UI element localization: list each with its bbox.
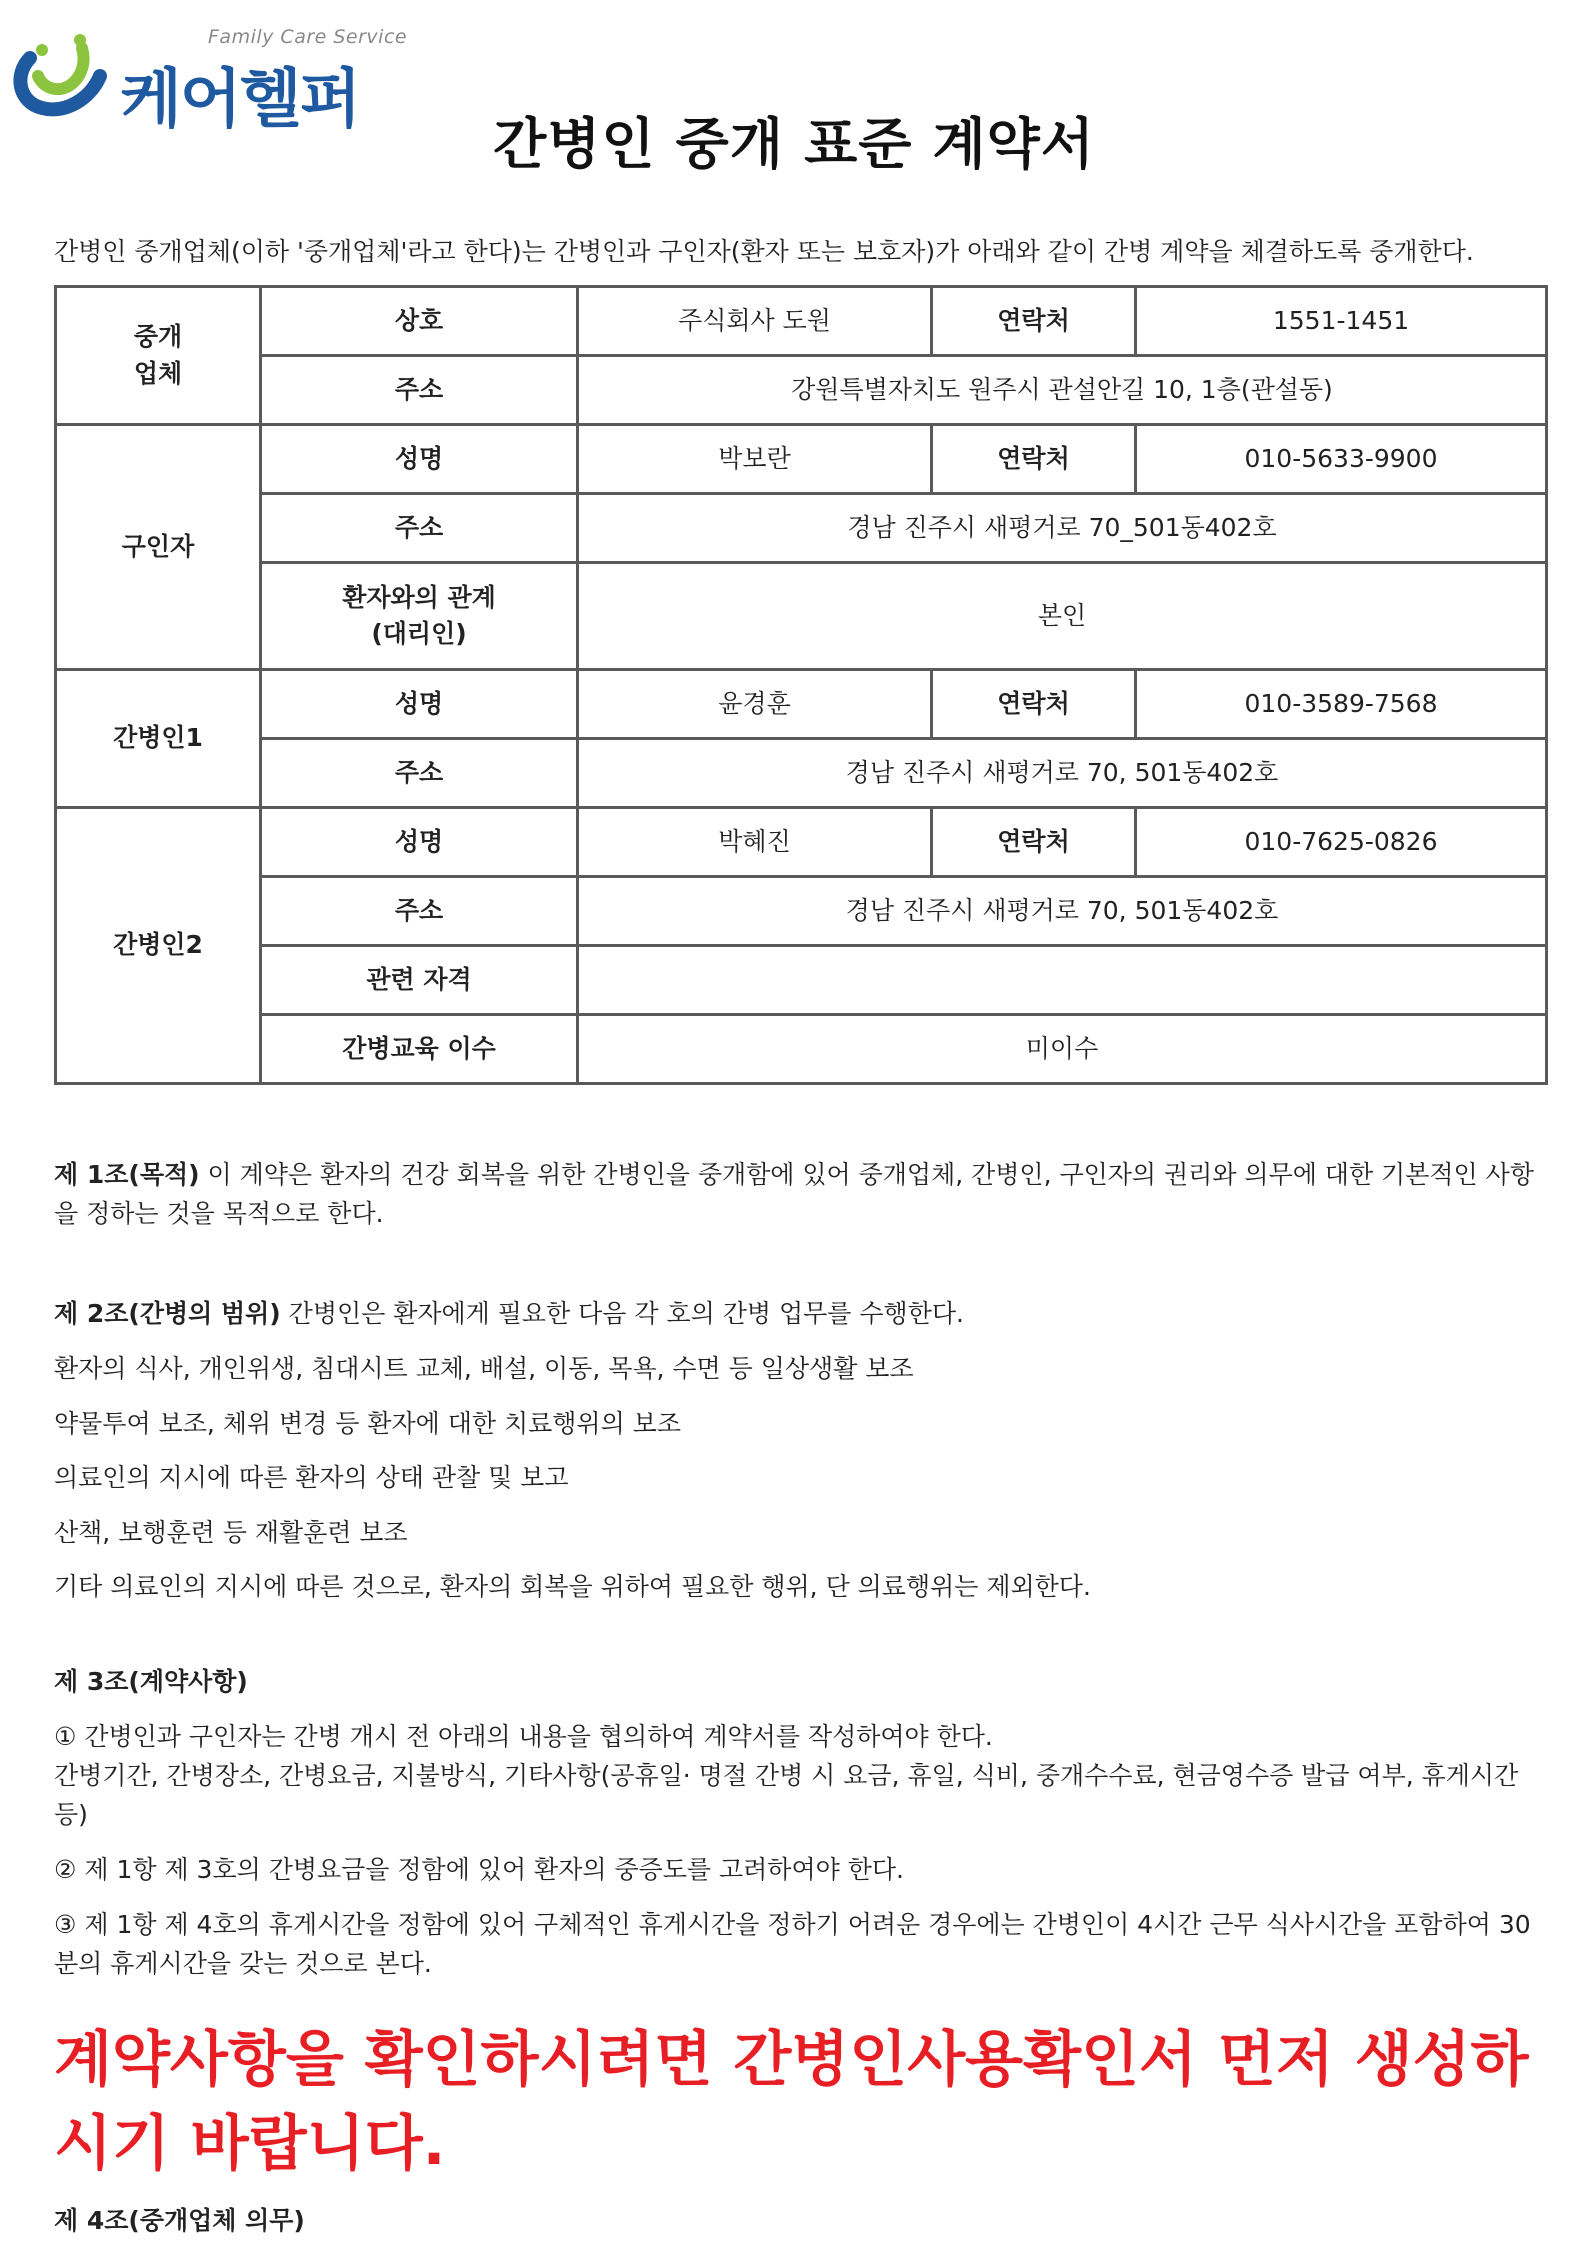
table-row bbox=[56, 563, 1547, 670]
client-name-value: 박보란 bbox=[578, 425, 932, 494]
caregiver2-contact-label: 연락처 bbox=[932, 808, 1136, 877]
table-row bbox=[56, 494, 1547, 563]
article-4-heading bbox=[54, 2202, 1534, 2241]
article-3-heading bbox=[54, 1663, 1534, 1702]
contract-party-table bbox=[54, 285, 1548, 1085]
table-row bbox=[56, 877, 1547, 946]
article-2-heading: 제 2조(간병의 범위) bbox=[54, 1299, 281, 1328]
caregiver1-group-label: 간병인1 bbox=[56, 670, 261, 808]
table-row bbox=[56, 287, 1547, 356]
article-2 bbox=[54, 1295, 1534, 1334]
client-name-label: 성명 bbox=[261, 425, 578, 494]
client-contact-label: 연락처 bbox=[932, 425, 1136, 494]
logo-tagline: Family Care Service bbox=[208, 26, 408, 48]
table-row bbox=[56, 808, 1547, 877]
caregiver2-education-label: 간병교육 이수 bbox=[261, 1015, 578, 1084]
list-item: 기타 의료인의 지시에 따른 것으로, 환자의 회복을 위하여 필요한 행위, 단 의료행위는 제외한다. bbox=[54, 1572, 1091, 1601]
caregiver2-group-label: 간병인2 bbox=[56, 808, 261, 1084]
client-relation-label: 환자와의 관계 (대리인) bbox=[261, 563, 578, 670]
table-row bbox=[56, 425, 1547, 494]
agency-group-label: 중개 업체 bbox=[56, 287, 261, 425]
table-row bbox=[56, 739, 1547, 808]
agency-contact-label: 연락처 bbox=[932, 287, 1136, 356]
article-3-paragraph-2: ② 제 1항 제 3호의 간병요금을 정함에 있어 환자의 중증도를 고려하여야 한다. bbox=[54, 1855, 904, 1884]
client-contact-value: 010-5633-9900 bbox=[1136, 425, 1547, 494]
article-3-paragraph-1 bbox=[54, 1718, 1534, 1834]
agency-company-value: 주식회사 도원 bbox=[578, 287, 932, 356]
client-address-label: 주소 bbox=[261, 494, 578, 563]
list-item: 의료인의 지시에 따른 환자의 상태 관찰 및 보고 bbox=[54, 1463, 569, 1492]
logo-name: 케어헬퍼 bbox=[120, 63, 360, 137]
caregiver1-name-value: 윤경훈 bbox=[578, 670, 932, 739]
caregiver2-name-label: 성명 bbox=[261, 808, 578, 877]
article-3-paragraph-1-line-1: ① 간병인과 구인자는 간병 개시 전 아래의 내용을 협의하여 계약서를 작성하여야 한다. bbox=[54, 1722, 993, 1751]
caregiver1-contact-value: 010-3589-7568 bbox=[1136, 670, 1547, 739]
client-group-label: 구인자 bbox=[56, 425, 261, 670]
agency-address-value: 강원특별자치도 원주시 관설안길 10, 1층(관설동) bbox=[578, 356, 1547, 425]
caregiver2-education-value: 미이수 bbox=[578, 1015, 1547, 1084]
list-item: 약물투여 보조, 체위 변경 등 환자에 대한 치료행위의 보조 bbox=[54, 1409, 681, 1438]
table-row bbox=[56, 946, 1547, 1015]
caregiver2-qualification-value bbox=[578, 946, 1547, 1015]
article-2-text: 간병인은 환자에게 필요한 다음 각 호의 간병 업무를 수행한다. bbox=[280, 1299, 964, 1328]
table-row bbox=[56, 670, 1547, 739]
client-relation-value: 본인 bbox=[578, 563, 1547, 670]
document-title: 간병인 중개 표준 계약서 bbox=[493, 112, 1095, 176]
list-item: 환자의 식사, 개인위생, 침대시트 교체, 배설, 이동, 목욕, 수면 등 일상생활 보조 bbox=[54, 1354, 914, 1383]
article-3-paragraph-3: ③ 제 1항 제 4호의 휴게시간을 정함에 있어 구체적인 휴게시간을 정하기 어려운 경우에는 간병인이 4시간 근무 식사시간을 포함하여 30분의 휴게시간을 갖는 것으로 본다. bbox=[54, 1910, 1531, 1978]
caregiver1-address-label: 주소 bbox=[261, 739, 578, 808]
article-1-heading: 제 1조(목적) bbox=[54, 1160, 200, 1189]
caregiver2-qualification-label: 관련 자격 bbox=[261, 946, 578, 1015]
caregiver2-name-value: 박혜진 bbox=[578, 808, 932, 877]
caregiver1-address-value: 경남 진주시 새평거로 70, 501동402호 bbox=[578, 739, 1547, 808]
caregiver1-name-label: 성명 bbox=[261, 670, 578, 739]
table-row bbox=[56, 1015, 1547, 1084]
caregiver2-address-value: 경남 진주시 새평거로 70, 501동402호 bbox=[578, 877, 1547, 946]
caregiver2-contact-value: 010-7625-0826 bbox=[1136, 808, 1547, 877]
caregiver2-address-label: 주소 bbox=[261, 877, 578, 946]
article-3-heading-text: 제 3조(계약사항) bbox=[54, 1667, 248, 1696]
article-1 bbox=[54, 1156, 1534, 1234]
agency-company-label: 상호 bbox=[261, 287, 578, 356]
agency-address-label: 주소 bbox=[261, 356, 578, 425]
intro-text: 간병인 중개업체(이하 '중개업체'라고 한다)는 간병인과 구인자(환자 또는 보호자)가 아래와 같이 간병 계약을 체결하도록 중개한다. bbox=[54, 237, 1474, 266]
caregiver1-contact-label: 연락처 bbox=[932, 670, 1136, 739]
article-3-paragraph-1-line-2: 간병기간, 간병장소, 간병요금, 지불방식, 기타사항(공휴일· 명절 간병 시 요금, 휴일, 식비, 중개수수료, 현금영수증 발급 여부, 휴게시간 등) bbox=[54, 1760, 1519, 1829]
agency-contact-value: 1551-1451 bbox=[1136, 287, 1547, 356]
article-4-heading-text: 제 4조(중개업체 의무) bbox=[54, 2206, 305, 2235]
list-item: 산책, 보행훈련 등 재활훈련 보조 bbox=[54, 1518, 408, 1547]
warning-message: 계약사항을 확인하시려면 간병인사용확인서 먼저 생성하시기 바랍니다. bbox=[54, 2025, 1529, 2179]
article-1-text: 이 계약은 환자의 건강 회복을 위한 간병인을 중개함에 있어 중개업체, 간병인, 구인자의 권리와 의무에 대한 기본적인 사항을 정하는 것을 목적으로 한다. bbox=[54, 1160, 1534, 1228]
table-row bbox=[56, 356, 1547, 425]
client-address-value: 경남 진주시 새평거로 70_501동402호 bbox=[578, 494, 1547, 563]
